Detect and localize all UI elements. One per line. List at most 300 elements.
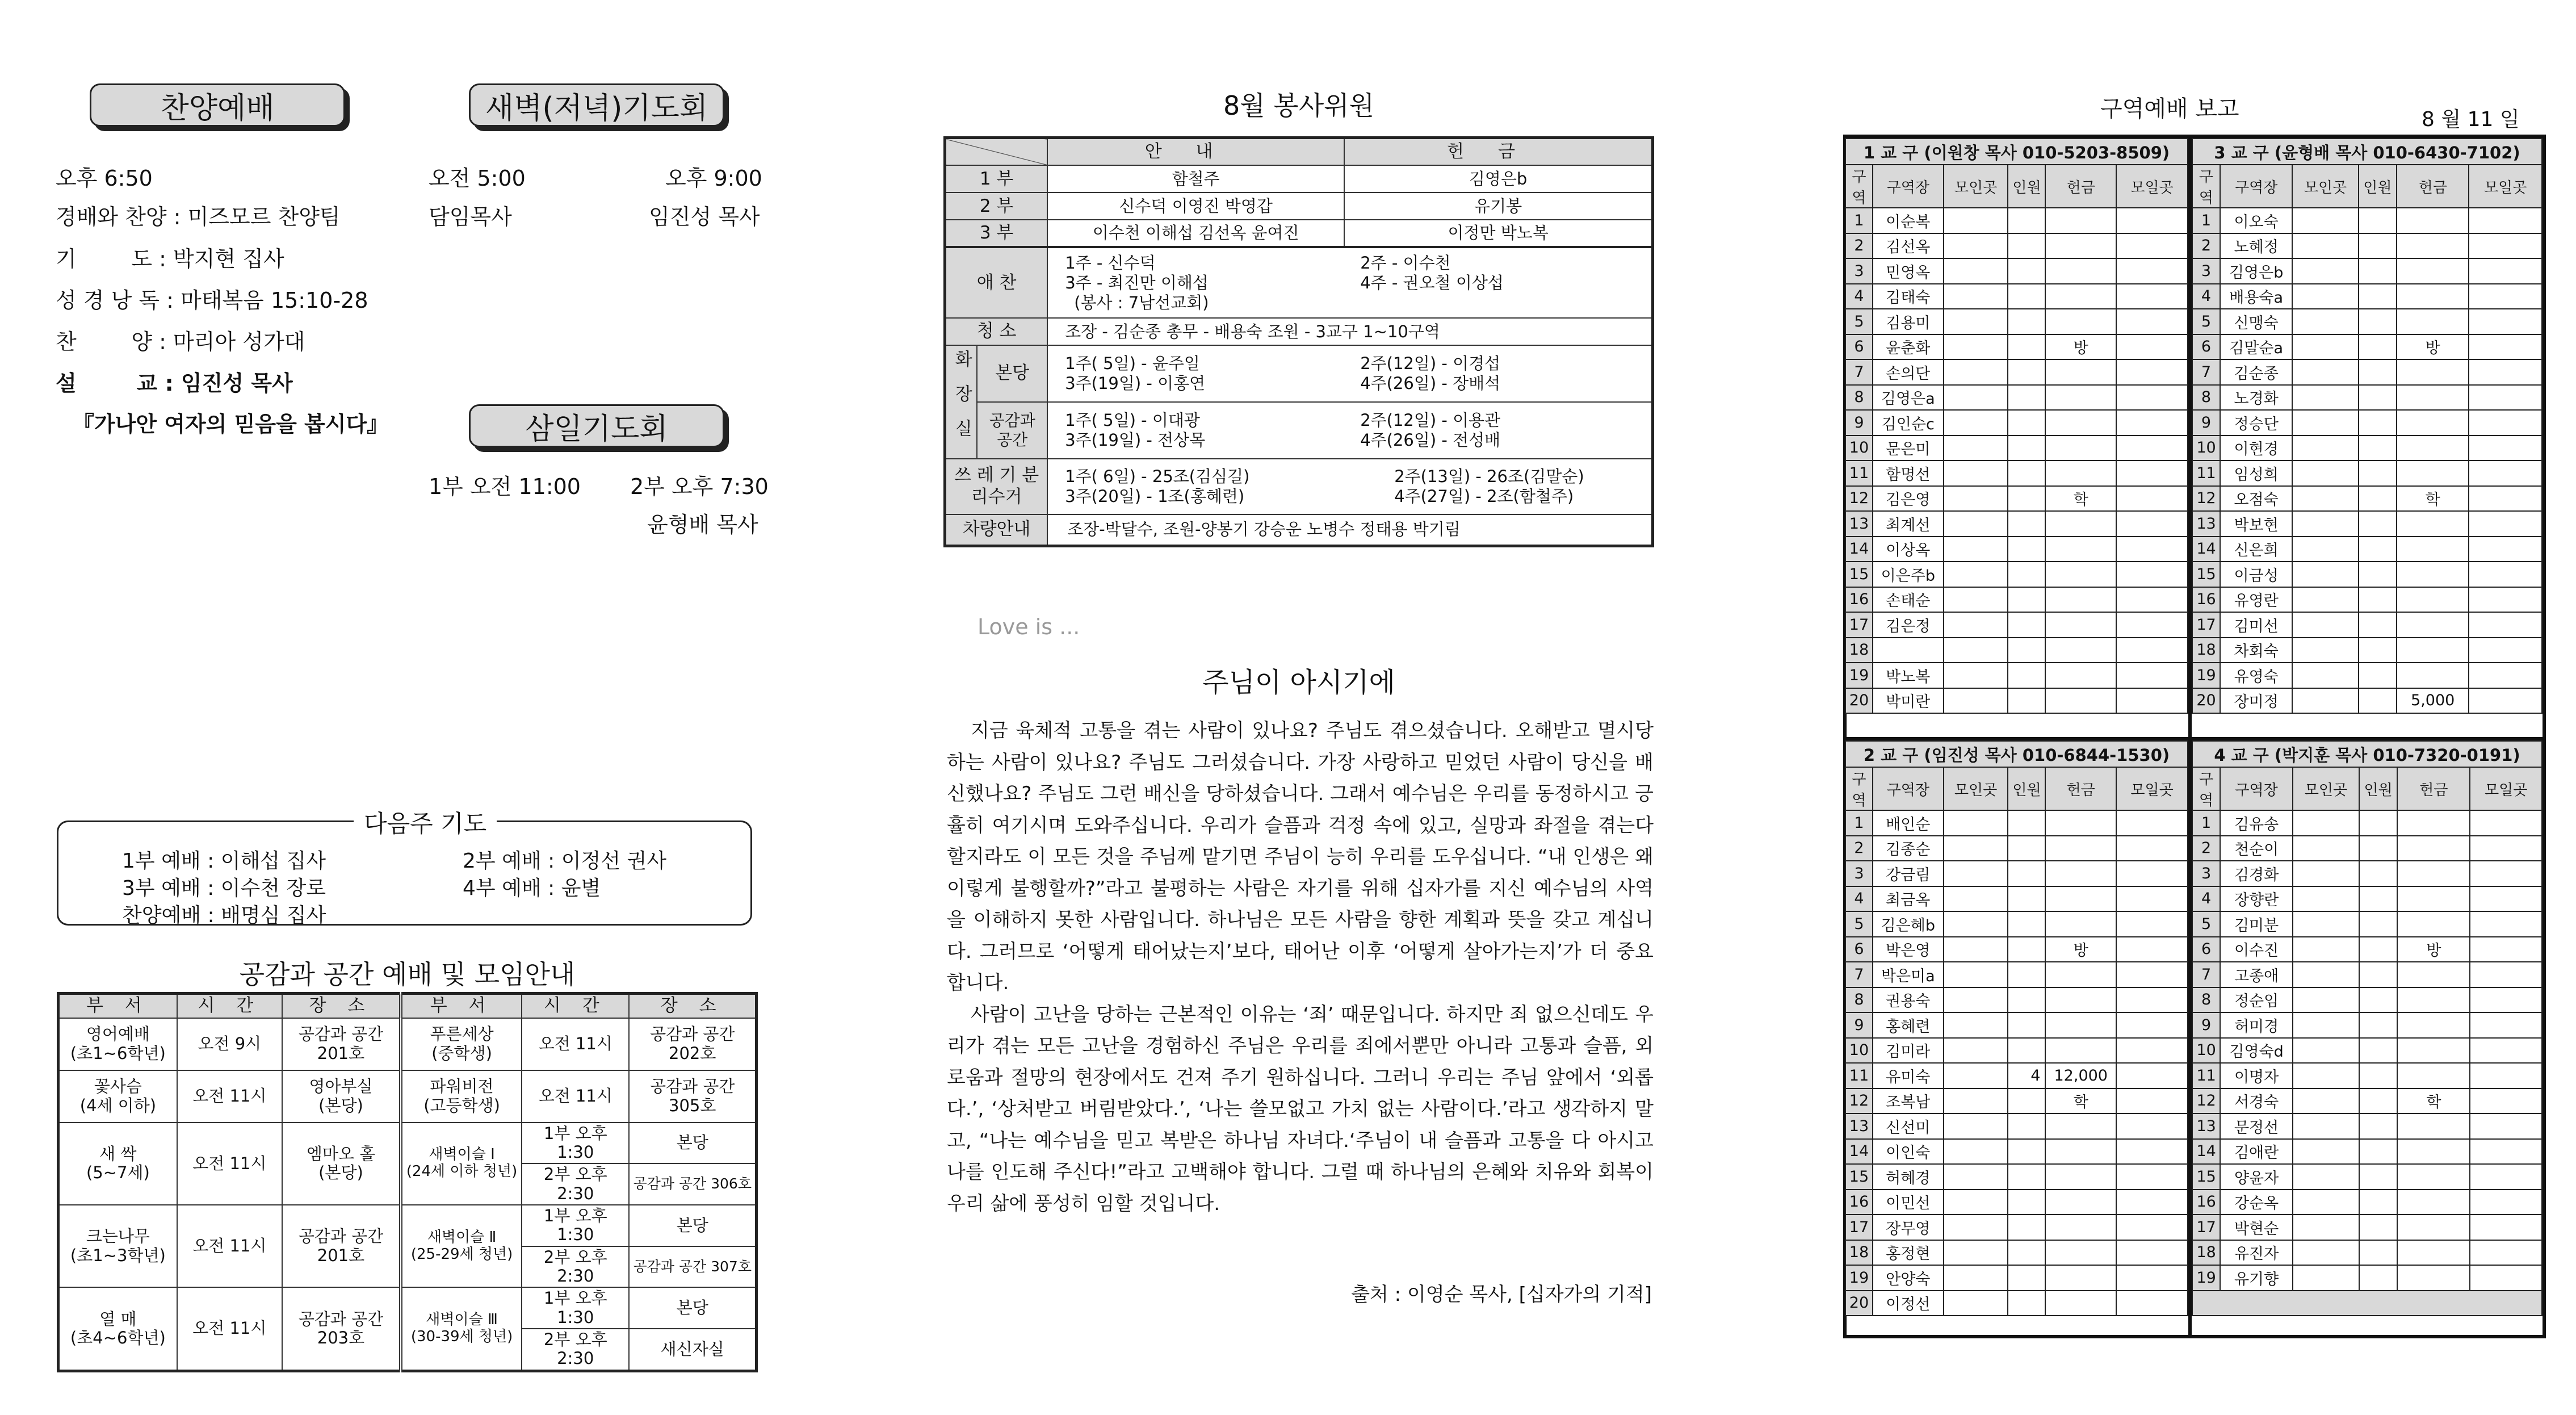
district-no: 19 — [2192, 663, 2220, 688]
leader-name: 노혜정 — [2220, 233, 2292, 259]
offering — [2045, 309, 2116, 334]
table-row — [2192, 688, 2542, 714]
next-place — [2469, 284, 2542, 309]
offering — [2397, 511, 2469, 537]
leader-name: 유미숙 — [1873, 1063, 1944, 1089]
gathered-place — [1944, 1164, 2008, 1190]
gathered-place — [1944, 309, 2008, 334]
wednesday-prayer-title: 삼일기도회 — [469, 404, 724, 447]
district-no: 1 — [1845, 810, 1873, 836]
offering — [2045, 688, 2116, 714]
attendance — [2359, 486, 2397, 512]
table-row — [2192, 385, 2542, 411]
col-offering: 헌금 — [1344, 138, 1652, 166]
table-row — [2192, 233, 2542, 259]
district-no: 11 — [2192, 1063, 2220, 1089]
district-no: 17 — [1845, 1215, 1873, 1240]
gathered-place — [2292, 258, 2358, 284]
attendance — [2359, 1240, 2398, 1266]
table-row: 2 부 신수덕 이영진 박영갑 유기봉 — [945, 192, 1653, 220]
attendance — [2359, 987, 2398, 1013]
table-row — [2192, 962, 2542, 987]
offering — [2045, 284, 2116, 309]
next-place — [2116, 886, 2188, 912]
col-header: 구역 — [2192, 767, 2220, 810]
attendance — [2359, 911, 2398, 937]
leader-name: 김영숙d — [2220, 1038, 2293, 1064]
attendance — [2008, 1113, 2045, 1139]
gathered-place — [2292, 612, 2358, 638]
offering — [2397, 385, 2469, 411]
next-place — [2116, 688, 2188, 714]
table-row — [2192, 1139, 2542, 1165]
next-place — [2116, 334, 2188, 360]
gathered-place — [2293, 861, 2359, 886]
district-no: 9 — [2192, 410, 2220, 436]
table-row — [1845, 460, 2188, 486]
gathered-place — [1944, 612, 2008, 638]
table-row: 열 매 (초4~6학년) 오전 11시 공감과 공간 203호 새벽이슬 Ⅲ (30-39세 청년) 1부 오후 1:30 본당 — [58, 1287, 757, 1329]
district-no: 10 — [1845, 1038, 1873, 1064]
attendance — [2008, 284, 2045, 309]
leader-name: 이민선 — [1873, 1190, 1944, 1215]
col-header: 구역장 — [1873, 165, 1944, 208]
next-place — [2116, 385, 2188, 411]
leader-name: 허혜경 — [1873, 1164, 1944, 1190]
table-row — [1845, 359, 2188, 385]
col-header: 장 소 — [629, 994, 756, 1018]
next-place — [2116, 511, 2188, 537]
order-item: 성 경 낭 독 : 마태복음 15:10-28 — [56, 288, 368, 313]
table-row: 크는나무 (초1~3학년) 오전 11시 공감과 공간 201호 새벽이슬 Ⅱ (25-29세 청년) 1부 오후 1:30 본당 — [58, 1205, 757, 1246]
attendance — [2359, 836, 2398, 861]
next-place — [2116, 1038, 2188, 1064]
next-place — [2470, 861, 2542, 886]
table-row — [1845, 836, 2188, 861]
attendance — [2008, 1190, 2045, 1215]
col-header: 구역 — [1845, 767, 1873, 810]
table-row — [1845, 638, 2188, 663]
offering — [2045, 1190, 2116, 1215]
next-place — [2469, 612, 2542, 638]
district-no: 10 — [2192, 1038, 2220, 1064]
table-row — [2192, 486, 2542, 512]
next-place — [2116, 1063, 2188, 1089]
offering — [2045, 1164, 2116, 1190]
leader-name: 김영은b — [2220, 258, 2292, 284]
next-place — [2470, 1063, 2542, 1089]
leader-name: 고종애 — [2220, 962, 2293, 987]
offering: 방 — [2397, 334, 2469, 360]
offering — [2397, 1164, 2470, 1190]
offering — [2397, 1012, 2470, 1038]
gathered-place — [2292, 334, 2358, 360]
table-row — [1845, 937, 2188, 962]
gathered-place — [2293, 1164, 2359, 1190]
attendance — [2008, 334, 2045, 360]
attendance — [2359, 1265, 2398, 1291]
table-row: 새 싹 (5~7세) 오전 11시 엠마오 홀 (본당) 새벽이슬 Ⅰ (24세 이하 청년) 1부 오후 1:30 본당 — [58, 1123, 757, 1164]
district-no: 1 — [2192, 810, 2220, 836]
table-row: 2부 오후 2:30 공감과 공간 307호 — [58, 1246, 757, 1288]
attendance — [2008, 309, 2045, 334]
table-row — [2192, 1113, 2542, 1139]
district-no: 7 — [1845, 962, 1873, 987]
gathered-place — [1944, 1089, 2008, 1114]
leader-name: 김경화 — [2220, 861, 2293, 886]
leader-name: 김선옥 — [1873, 233, 1944, 259]
next-place — [2469, 663, 2542, 688]
attendance — [2359, 688, 2397, 714]
leader-name: 신선미 — [1873, 1113, 1944, 1139]
next-place — [2470, 1265, 2542, 1291]
leader-name: 강금림 — [1873, 861, 1944, 886]
col-header: 구역 — [2192, 165, 2220, 208]
gathered-place — [1944, 258, 2008, 284]
leader-name: 함명선 — [1873, 460, 1944, 486]
attendance — [2008, 537, 2045, 562]
leader-name: 박미란 — [1873, 688, 1944, 714]
district-no: 13 — [2192, 1113, 2220, 1139]
table-row — [1845, 861, 2188, 886]
table-row — [1845, 1063, 2188, 1089]
next-place — [2470, 1012, 2542, 1038]
gathered-place — [2293, 1012, 2359, 1038]
next-place — [2116, 1139, 2188, 1165]
next-place — [2116, 612, 2188, 638]
table-row — [1845, 1012, 2188, 1038]
offering — [2045, 1139, 2116, 1165]
table-row — [1845, 1113, 2188, 1139]
dawn-prayer-leader-2: 임진성 목사 — [649, 204, 760, 229]
district-no: 4 — [2192, 886, 2220, 912]
district-no: 2 — [1845, 233, 1873, 259]
attendance — [2359, 334, 2397, 360]
next-place — [2116, 810, 2188, 836]
table-row — [2192, 836, 2542, 861]
leader-name: 서경숙 — [2220, 1089, 2293, 1114]
gathered-place — [1944, 1038, 2008, 1064]
volunteers-table — [943, 136, 1654, 547]
next-place — [2469, 511, 2542, 537]
offering — [2045, 911, 2116, 937]
leader-name: 김영은a — [1873, 385, 1944, 411]
offering — [2045, 460, 2116, 486]
table-row — [2192, 1240, 2542, 1266]
table-row — [2192, 511, 2542, 537]
article-title: 주님이 아시기에 — [1202, 667, 1395, 698]
gathered-place — [2293, 962, 2359, 987]
gathered-place — [1944, 663, 2008, 688]
leader-name: 김은정 — [1873, 612, 1944, 638]
next-place — [2116, 911, 2188, 937]
next-place — [2470, 987, 2542, 1013]
offering — [2045, 208, 2116, 233]
district-no: 7 — [1845, 359, 1873, 385]
leader-name: 최계선 — [1873, 511, 1944, 537]
next-place — [2116, 1240, 2188, 1266]
leader-name: 장무영 — [1873, 1215, 1944, 1240]
gathered-place — [2292, 688, 2358, 714]
leader-name: 윤춘화 — [1873, 334, 1944, 360]
leader-name: 안양숙 — [1873, 1265, 1944, 1291]
attendance — [2359, 436, 2397, 461]
next-place — [2469, 309, 2542, 334]
offering — [2045, 587, 2116, 613]
next-week-prayer-title: 다음주 기도 — [354, 805, 497, 839]
gathered-place — [1944, 1190, 2008, 1215]
offering — [2397, 1139, 2470, 1165]
offering — [2397, 1240, 2470, 1266]
district-no: 18 — [2192, 638, 2220, 663]
attendance — [2008, 233, 2045, 259]
table-row: 1 부 함철주 김영은b — [945, 165, 1653, 192]
col-header: 인원 — [2359, 165, 2397, 208]
leader-name: 정승단 — [2220, 410, 2292, 436]
gathered-place — [1944, 886, 2008, 912]
gathered-place — [2293, 1113, 2359, 1139]
district-no: 20 — [2192, 688, 2220, 714]
attendance — [2359, 663, 2397, 688]
next-place — [2470, 1089, 2542, 1114]
offering — [2045, 1215, 2116, 1240]
col-header: 구역장 — [1873, 767, 1944, 810]
wednesday-prayer-leader: 윤형배 목사 — [647, 512, 758, 537]
district-no: 5 — [1845, 911, 1873, 937]
leader-name: 허미경 — [2220, 1012, 2293, 1038]
offering — [2397, 987, 2470, 1013]
gathered-place — [2293, 1139, 2359, 1165]
next-place — [2116, 1291, 2188, 1316]
table-row — [1845, 284, 2188, 309]
offering — [2045, 233, 2116, 259]
table-row — [2192, 410, 2542, 436]
attendance — [2359, 1038, 2398, 1064]
leader-name: 김종순 — [1873, 836, 1944, 861]
attendance — [2359, 937, 2398, 962]
table-row — [1845, 208, 2188, 233]
district-no: 16 — [1845, 587, 1873, 613]
attendance — [2359, 460, 2397, 486]
next-place — [2116, 460, 2188, 486]
leader-name: 이정선 — [1873, 1291, 1944, 1316]
gathered-place — [2292, 562, 2358, 587]
district-no: 11 — [1845, 460, 1873, 486]
next-place — [2469, 460, 2542, 486]
attendance — [2008, 1215, 2045, 1240]
offering — [2397, 836, 2470, 861]
gathered-place — [2292, 436, 2358, 461]
attendance — [2359, 962, 2398, 987]
leader-name: 정순임 — [2220, 987, 2293, 1013]
next-place — [2116, 436, 2188, 461]
next-place — [2470, 937, 2542, 962]
gathered-place — [2293, 987, 2359, 1013]
attendance — [2008, 1012, 2045, 1038]
attendance — [2359, 258, 2397, 284]
table-row — [2192, 612, 2542, 638]
offering: 12,000 — [2045, 1063, 2116, 1089]
table-row — [1845, 1240, 2188, 1266]
next-place — [2470, 1038, 2542, 1064]
district-no: 4 — [2192, 284, 2220, 309]
gathered-place — [1944, 1265, 2008, 1291]
table-row — [1845, 562, 2188, 587]
next-place — [2469, 486, 2542, 512]
offering — [2045, 638, 2116, 663]
next-place — [2116, 258, 2188, 284]
gathered-place — [2293, 1265, 2359, 1291]
gathered-place — [1944, 284, 2008, 309]
attendance — [2359, 1164, 2398, 1190]
table-row: 꽃사슴 (4세 이하) 오전 11시 영아부실 (본당) 파워비전 (고등학생) 오전 11시 공감과 공간 305호 — [58, 1070, 757, 1123]
offering — [2045, 511, 2116, 537]
offering — [2397, 911, 2470, 937]
district-no: 7 — [2192, 359, 2220, 385]
offering — [2397, 886, 2470, 912]
attendance — [2008, 836, 2045, 861]
leader-name: 유진자 — [2220, 1240, 2293, 1266]
table-row — [2192, 1190, 2542, 1215]
attendance — [2359, 1215, 2398, 1240]
offering — [2397, 208, 2469, 233]
next-place — [2470, 1139, 2542, 1165]
offering — [2397, 309, 2469, 334]
offering — [2397, 233, 2469, 259]
attendance — [2359, 1089, 2398, 1114]
gathered-place — [1944, 359, 2008, 385]
col-header: 구역장 — [2220, 165, 2292, 208]
table-row — [1845, 987, 2188, 1013]
district-no: 18 — [1845, 1240, 1873, 1266]
gathered-place — [1944, 460, 2008, 486]
attendance — [2008, 385, 2045, 411]
next-place — [2469, 587, 2542, 613]
district-no: 8 — [1845, 385, 1873, 411]
attendance — [2008, 359, 2045, 385]
col-header: 헌금 — [2045, 767, 2116, 810]
district-no: 11 — [2192, 460, 2220, 486]
next-place — [2469, 436, 2542, 461]
gathered-place — [2292, 511, 2358, 537]
gathered-place — [1944, 688, 2008, 714]
district-table — [1845, 740, 2188, 1316]
table-row — [2192, 1063, 2542, 1089]
district-no: 2 — [2192, 233, 2220, 259]
district-no: 20 — [1845, 688, 1873, 714]
table-row: 2부 오후 2:30 새신자실 — [58, 1329, 757, 1371]
next-place — [2116, 937, 2188, 962]
col-header: 모인곳 — [2293, 767, 2359, 810]
district-report-title: 구역예배 보고 — [2100, 96, 2239, 122]
gathered-place — [1944, 1215, 2008, 1240]
offering — [2397, 810, 2470, 836]
next-place — [2470, 1215, 2542, 1240]
gathered-place — [2292, 284, 2358, 309]
offering — [2045, 886, 2116, 912]
leader-name: 박노복 — [1873, 663, 1944, 688]
attendance — [2008, 436, 2045, 461]
gathered-place — [2293, 1190, 2359, 1215]
offering — [2045, 436, 2116, 461]
gathered-place — [1944, 486, 2008, 512]
district-no: 1 — [2192, 208, 2220, 233]
next-place — [2116, 861, 2188, 886]
gathered-place — [1944, 638, 2008, 663]
order-item: 기 도 : 박지현 집사 — [56, 246, 284, 271]
next-week-prayer-box — [57, 810, 752, 927]
gathered-place — [1944, 987, 2008, 1013]
district-no: 5 — [2192, 911, 2220, 937]
table-row — [1845, 410, 2188, 436]
gathered-place — [1944, 1063, 2008, 1089]
table-row — [1845, 911, 2188, 937]
leader-name: 김애란 — [2220, 1139, 2293, 1165]
district-no: 19 — [2192, 1265, 2220, 1291]
offering — [2045, 810, 2116, 836]
col-header: 인원 — [2359, 767, 2398, 810]
leader-name: 민영옥 — [1873, 258, 1944, 284]
offering — [2397, 436, 2469, 461]
attendance — [2008, 911, 2045, 937]
gathered-place — [1944, 1291, 2008, 1316]
col-header: 부 서 — [401, 994, 522, 1018]
offering — [2045, 836, 2116, 861]
attendance — [2008, 810, 2045, 836]
offering — [2045, 258, 2116, 284]
leader-name: 유영란 — [2220, 587, 2292, 613]
leader-name: 김순종 — [2220, 359, 2292, 385]
meetings-title: 공감과 공간 예배 및 모임안내 — [239, 959, 576, 990]
col-header: 헌금 — [2397, 767, 2470, 810]
report-date: 8 월 11 일 — [2422, 108, 2520, 131]
gathered-place — [1944, 233, 2008, 259]
next-place — [2469, 385, 2542, 411]
offering — [2045, 1113, 2116, 1139]
district-no: 16 — [2192, 1190, 2220, 1215]
offering — [2397, 359, 2469, 385]
table-row — [1845, 334, 2188, 360]
leader-name: 김유송 — [2220, 810, 2293, 836]
district-title: 1 교 구 (이원창 목사 010-5203-8509) — [1845, 139, 2188, 165]
wednesday-prayer-time-1: 1부 오전 11:00 — [429, 474, 581, 499]
leader-name: 이금성 — [2220, 562, 2292, 587]
leader-name: 유영숙 — [2220, 663, 2292, 688]
table-row — [2192, 911, 2542, 937]
prayer-item: 3부 예배 : 이수천 장로 — [122, 877, 326, 900]
dawn-prayer-leader-1: 담임목사 — [429, 204, 512, 229]
next-place — [2116, 1215, 2188, 1240]
table-row — [1845, 436, 2188, 461]
order-item: 경배와 찬양 : 미즈모르 찬양팀 — [56, 204, 341, 229]
gathered-place — [2293, 1063, 2359, 1089]
offering — [2397, 1265, 2470, 1291]
district-no: 15 — [2192, 1164, 2220, 1190]
leader-name: 김미선 — [2220, 612, 2292, 638]
attendance — [2008, 460, 2045, 486]
district-no: 9 — [1845, 410, 1873, 436]
offering — [2397, 460, 2469, 486]
next-place — [2470, 836, 2542, 861]
district-no: 17 — [2192, 612, 2220, 638]
offering: 학 — [2045, 1089, 2116, 1114]
table-row — [1845, 233, 2188, 259]
district-no: 14 — [2192, 537, 2220, 562]
table-row — [1845, 486, 2188, 512]
offering — [2045, 987, 2116, 1013]
district-no: 5 — [1845, 309, 1873, 334]
dawn-prayer-title: 새벽(저녁)기도회 — [469, 83, 724, 127]
